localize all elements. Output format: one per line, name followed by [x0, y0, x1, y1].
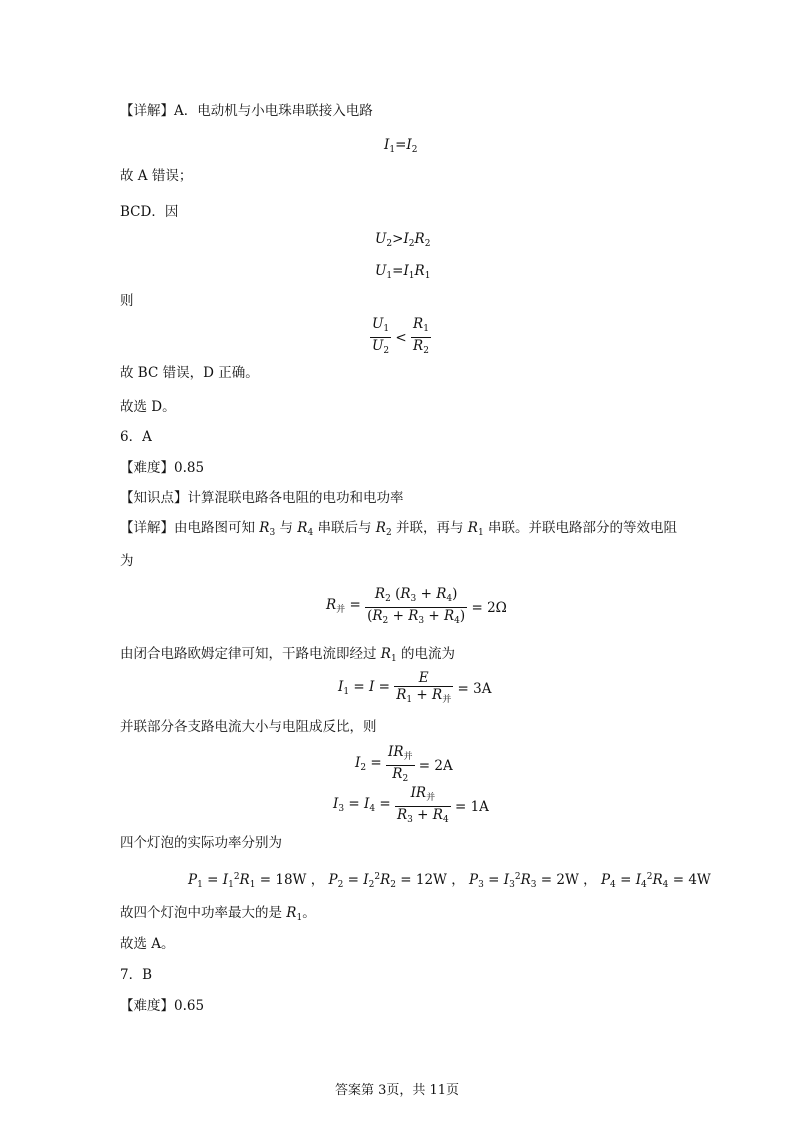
question-answer: 6．A [120, 429, 152, 445]
difficulty: 【难度】0.85 [120, 460, 205, 476]
text-line: 故 BC 错误，D 正确。 [120, 365, 259, 381]
formula-i1: $I_1 = I$ = $\frac{E}{R_1 + R_并}$ = 3A [338, 670, 492, 705]
formula-u1-eq-i1r1: $U_1=I_1R_1$ [375, 263, 431, 281]
text-line: 【详解】由电路图可知 $R_3$ 与 $R_4$ 串联后与 $R_2$ 并联，再与 $R_1$ 串联。并联电路部分的等效电阻 [120, 520, 677, 538]
text-line: 则 [120, 293, 134, 309]
text-line: 四个灯泡的实际功率分别为 [120, 835, 282, 851]
formula-i2: $I_2$ = $\frac{IR_并}{R_2}$ = 2A [355, 744, 453, 784]
text-line: 故 A 错误； [120, 168, 193, 184]
text-line: 为 [120, 553, 134, 569]
text-line: 故四个灯泡中功率最大的是 $R_1$。 [120, 905, 316, 923]
text-line: 故选 A。 [120, 936, 175, 952]
formula-i3-i4: $I_3 = I_4$ = $\frac{IR_并}{R_3 + R_4}$ = 1A [333, 785, 489, 825]
text-line: 故选 D。 [120, 399, 176, 415]
formula-powers: $P_1 = I_1^2R_1 = 18W$ ， $P_2 = I_2^2R_2 = 12W$ ， $P_3 = I_3^2R_3 = 2W$ ， $P_4 = I_4^2R_4 = 4W$ [188, 872, 711, 890]
formula-ratio-comparison: $\frac{U_1}{U_2}$ < $\frac{R_1}{R_2}$ [372, 316, 429, 356]
question-answer: 7．B [120, 967, 153, 983]
text-line: 由闭合电路欧姆定律可知，干路电流即经过 $R_1$ 的电流为 [120, 646, 455, 664]
difficulty: 【难度】0.65 [120, 998, 205, 1014]
formula-u2-gt-i2r2: $U_2>I_2R_2$ [375, 231, 431, 249]
text-line: 并联部分各支路电流大小与电阻成反比，则 [120, 719, 377, 735]
page-footer: 答案第 3页，共 11页 [334, 1083, 460, 1098]
formula-i1-eq-i2: $I_1=I_2$ [384, 137, 418, 155]
text-line: 【详解】A．电动机与小电珠串联接入电路 [120, 103, 373, 119]
text-line: BCD．因 [120, 204, 179, 220]
formula-r-parallel: $R_并$ = $\frac{R_2 (R_3 + R_4)}{(R_2 + R_3 + R_4)}$ = 2Ω [326, 586, 507, 626]
knowledge-point: 【知识点】计算混联电路各电阻的电功和电功率 [120, 490, 404, 506]
